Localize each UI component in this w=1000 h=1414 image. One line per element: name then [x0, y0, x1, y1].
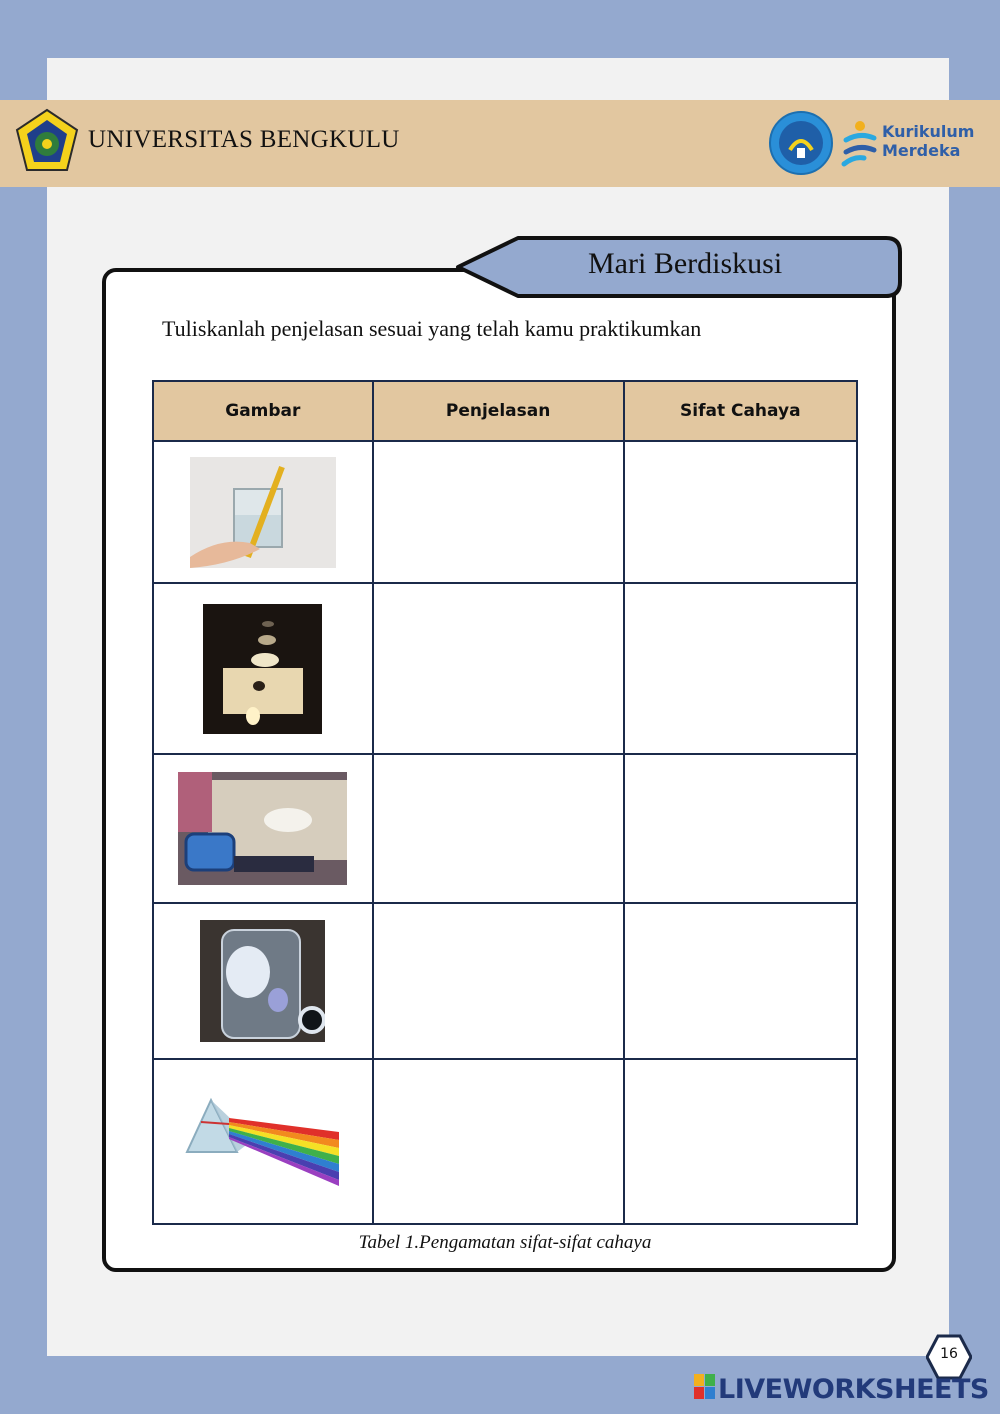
university-logo-icon	[14, 108, 80, 178]
image-cell	[153, 754, 373, 903]
page-number: 16	[940, 1346, 958, 1362]
table-row	[153, 903, 857, 1059]
university-name: UNIVERSITAS BENGKULU	[88, 126, 400, 153]
header-sifat-cahaya: Sifat Cahaya	[624, 381, 857, 441]
kurikulum-label: Kurikulum	[882, 122, 975, 141]
observation-table	[152, 380, 858, 1225]
kurikulum-merdeka-text	[882, 122, 974, 160]
instruction-text: Tuliskanlah penjelasan sesuai yang telah kamu praktikumkan	[162, 316, 702, 341]
image-cell	[153, 1059, 373, 1224]
sifat-cahaya-cell[interactable]	[624, 441, 857, 583]
penjelasan-cell[interactable]	[373, 754, 624, 903]
image-cell	[153, 903, 373, 1059]
header-gambar: Gambar	[153, 381, 373, 441]
light-in-glass-jar-image	[200, 920, 325, 1042]
sifat-cahaya-cell[interactable]	[624, 583, 857, 754]
penjelasan-cell[interactable]	[373, 441, 624, 583]
kurikulum-merdeka-logo-icon	[840, 118, 880, 168]
light-through-hole-cards-image	[203, 604, 322, 734]
penjelasan-cell[interactable]	[373, 903, 624, 1059]
sifat-cahaya-cell[interactable]	[624, 903, 857, 1059]
image-cell	[153, 583, 373, 754]
flashlight-on-board-image	[178, 772, 347, 885]
table-row	[153, 583, 857, 754]
merdeka-label: Merdeka	[882, 141, 961, 160]
sifat-cahaya-cell[interactable]	[624, 1059, 857, 1224]
penjelasan-cell[interactable]	[373, 1059, 624, 1224]
prism-rainbow-image	[183, 1096, 343, 1188]
sifat-cahaya-cell[interactable]	[624, 754, 857, 903]
table-row	[153, 754, 857, 903]
image-cell	[153, 441, 373, 583]
table-caption: Tabel 1.Pengamatan sifat-sifat cahaya	[358, 1232, 652, 1253]
liveworksheets-logo-icon	[694, 1374, 716, 1400]
kemendikbud-logo-icon	[768, 110, 834, 176]
section-title: Mari Berdiskusi	[588, 247, 783, 280]
header-penjelasan: Penjelasan	[373, 381, 624, 441]
table-header-row	[153, 381, 857, 441]
table-row	[153, 441, 857, 583]
pencil-in-water-glass-image	[190, 457, 336, 568]
liveworksheets-brand[interactable]: LIVEWORKSHEETS	[718, 1374, 989, 1405]
table-row	[153, 1059, 857, 1224]
penjelasan-cell[interactable]	[373, 583, 624, 754]
